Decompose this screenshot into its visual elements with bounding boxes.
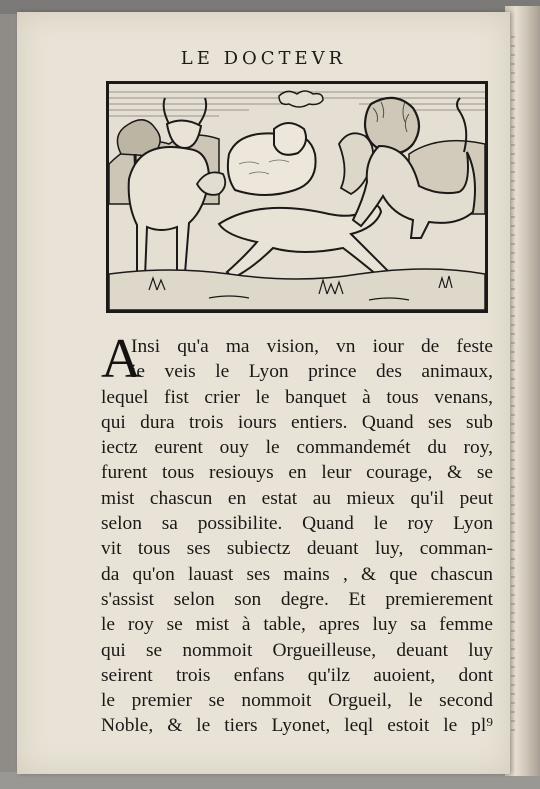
text-line: vit tous ses subiectz deuant luy, comman- <box>101 538 493 560</box>
text-line: mist chascun en estat au mieux qu'il peut <box>101 487 493 509</box>
text-line: le premier se nommoit Orgueil, le second <box>101 690 493 712</box>
drop-cap-initial: A <box>101 328 142 390</box>
text-line: qui se nommoit Orgueilleuse, deuant luy <box>101 639 493 661</box>
text-line: qui dura trois iours entiers. Quand ses sub <box>101 411 493 433</box>
text-line: le roy se mist à table, apres luy sa femme <box>101 614 493 636</box>
text-line: selon sa possibilite. Quand le roy Lyon <box>101 513 493 535</box>
text-line: da qu'on lauast ses mains , & que chascun <box>101 563 493 585</box>
text-line: seirent trois enfans qu'ilz auoient, dont <box>101 664 493 686</box>
text-line: s'assist selon son degre. Et premierement <box>101 588 493 610</box>
woodcut-illustration <box>106 81 488 313</box>
book-page <box>17 12 510 774</box>
body-text <box>101 328 493 739</box>
woodcut-animals-icon <box>109 84 485 310</box>
text-line: Noble, & le tiers Lyonet, leql estoit le pl⁹ <box>101 715 493 737</box>
scan-backdrop-bottom <box>0 772 540 789</box>
adjacent-page-edges <box>505 6 540 776</box>
running-head: LE DOCTEVR <box>180 48 347 69</box>
text-line: lequel fist crier le banquet à tous venans, <box>101 386 493 408</box>
text-line: ie veis le Lyon prince des animaux, <box>131 361 493 383</box>
text-line: furent tous resiouys en leur courage, & se <box>101 462 493 484</box>
text-line: iectz eurent ouy le commandemét du roy, <box>101 437 493 459</box>
text-line: Insi qu'a ma vision, vn iour de feste <box>131 336 493 357</box>
